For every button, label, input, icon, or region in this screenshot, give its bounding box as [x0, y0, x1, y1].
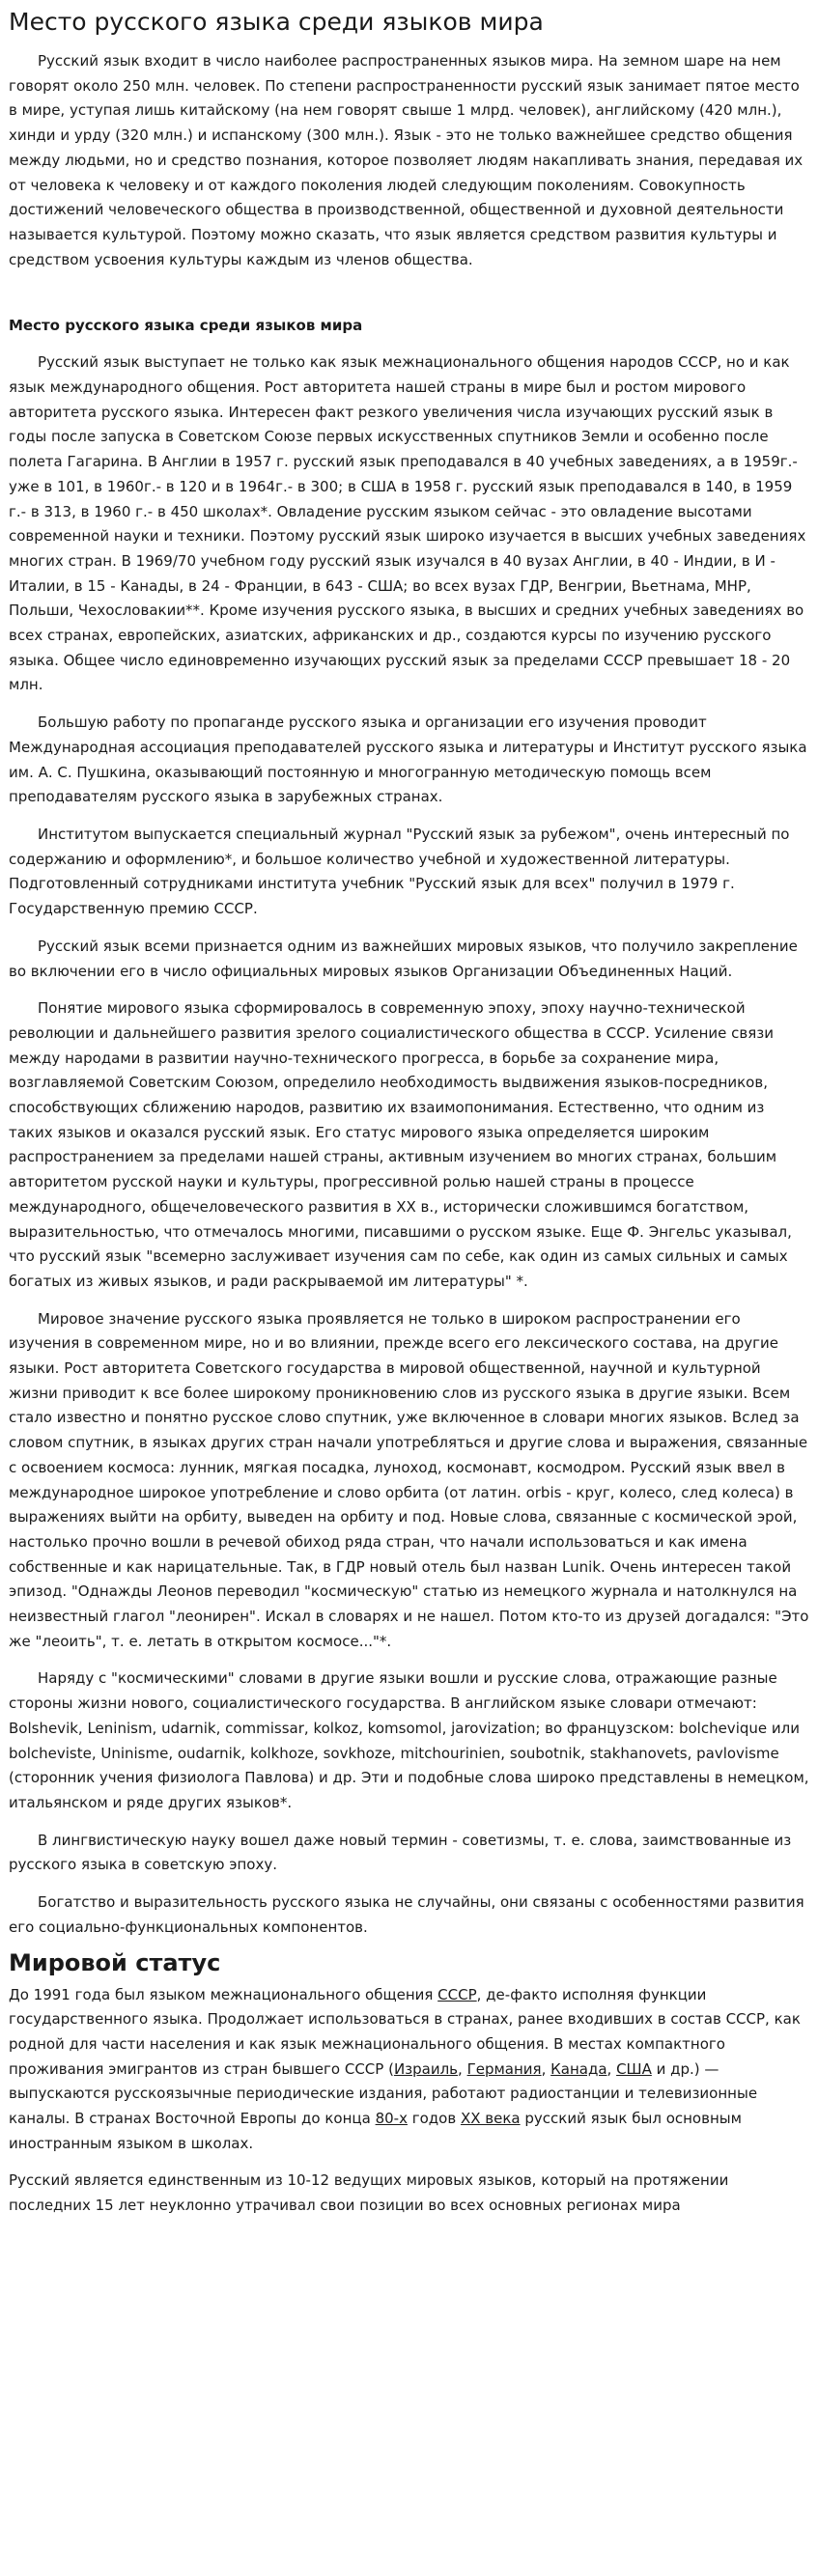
text-run: , — [458, 2059, 467, 2078]
text-run: До 1991 года был языком межнационального общения — [9, 1985, 438, 2003]
link-ussr[interactable]: СССР — [437, 1985, 477, 2003]
link-usa[interactable]: США — [616, 2059, 652, 2078]
world-status-paragraph — [9, 1983, 809, 2157]
link-canada[interactable]: Канада — [550, 2059, 607, 2078]
link-israel[interactable]: Израиль — [393, 2059, 459, 2078]
paragraph: В лингвистическую науку вошел даже новый термин - советизмы, т. е. слова, заимствованные из русского языка в советскую эпоху. — [9, 1831, 792, 1874]
paragraph: Русский язык всеми признается одним из важнейших мировых языков, что получило закрепление во включении его в число официальных мировых языков Организации Объединенных Наций. — [9, 937, 798, 980]
text-run: , — [541, 2059, 551, 2078]
paragraph: Наряду с "космическими" словами в другие языки вошли и русские слова, отражающие разные стороны жизни нового, социалистического государства. В английском языке словари отмечают: Bolshevik, Leninism, udarnik, commissar, kolkoz, komsomol, jarovization; во французском: bolchevique или bolcheviste, Uninisme, oudarnik, kolkhoze, sovkhoze, mitchourinien, soubotnik, stakhanovets, pavlovisme (сторонник учения физиолога Павлова) и др. Эти и подобные слова широко представлены в немецком, итальянском и ряде других языков*. — [9, 1669, 809, 1811]
section-heading: Место русского языка среди языков мира — [9, 317, 363, 335]
text-run: годов — [407, 2110, 461, 2128]
paragraph: Русский язык выступает не только как язык межнационального общения народов СССР, но и как язык международного общения. Рост авторитета нашей страны в мире был и ростом мирового авторитета русского языка. Интересен факт резкого увеличения числа изучающих русский язык в годы после запуска в Советском Союзе первых искусственных спутников Земли и особенно после полета Гагарина. В Англии в 1957 г. русский язык преподавался в 40 учебных заведениях, а в 1959г.- уже в 101, в 1960г.- в 120 и в 1964г.- в 300; в США в 1958 г. русский язык преподавался в 140, в 1959 г.- в 313, в 1960 г.- в 450 школах*. Овладение русским языком сейчас - это овладение высотами современной науки и техники. Поэтому русский язык широко изучается в высших учебных заведениях многих стран. В 1969/70 учебном году русский язык изучался в 40 вузах Англии, в 40 - Индии, в И - Италии, в 15 - Канады, в 24 - Франции, в 643 - США; во всех вузах ГДР, Венгрии, Вьетнама, МНР, Польши, Чехословакии**. Кроме изучения русского языка, в высших и средних учебных заведениях во всех странах, европейских, азиатских, африканских и др., создаются курсы по изучению русского языка. Общее число единовременно изучающих русский язык за пределами СССР превышает 18 - 20 млн. — [9, 353, 806, 694]
page-title: Место русского языка среди языков мира — [9, 8, 544, 36]
paragraph: Мировое значение русского языка проявляется не только в широком распространении его изучения в современном мире, но и во влиянии, прежде всего его лексического состава, на другие языки. Рост авторитета Советского государства в мировой общественной, научной и культурной жизни приводит к все более широкому проникновению слов из русского языка в другие языки. Всем стало известно и понятно русское слово спутник, уже включенное в словари многих языков. Вслед за словом спутник, в языках других стран начали употребляться и другие слова и выражения, связанные с освоением космоса: лунник, мягкая посадка, луноход, космонавт, космодром. Русский язык ввел в международное широкое употребление и слово орбита (от латин. orbis - круг, колесо, след колеса) в выражениях выйти на орбиту, выведен на орбиту и под. Новые слова, связанные с космической эрой, настолько прочно вошли в речевой обиход ряда стран, что начали использоваться и как имена собственные и как нарицательные. Так, в ГДР новый отель был назван Lunik. Очень интересен такой эпизод. "Однажды Леонов переводил "космическую" статью из немецкого журнала и натолкнулся на неизвестный глагол "леонирен". Искал в словарях и не нашел. Потом кто-то из друзей догадался: "Это же "леоить", т. е. летать в открытом космосе..."*. — [9, 1309, 809, 1650]
section-spacer — [9, 285, 809, 314]
text-run: и др.) — выпускаются русскоязычные периодические издания, работают радиостанции и телевизионные каналы. В странах Восточной Европы до конца — [9, 2059, 758, 2128]
text-run: русский язык был основным иностранным языком в школах. — [9, 2110, 742, 2152]
paragraph: Большую работу по пропаганде русского языка и организации его изучения проводит Международная ассоциация преподавателей русского языка и литературы и Институт русского языка им. А. С. Пушкина, оказывающий постоянную и многогранную методическую помощь всем преподавателям русского языка в зарубежных странах. — [9, 714, 807, 806]
paragraph: Институтом выпускается специальный журнал "Русский язык за рубежом", очень интересный по содержанию и оформлению*, и большое количество учебной и художественной литературы. Подготовленный сотрудниками института учебник "Русский язык для всех" получил в 1979 г. Государственную премию СССР. — [9, 825, 790, 918]
world-status-paragraph-2: Русский является единственным из 10-12 ведущих мировых языков, который на протяжении последних 15 лет неуклонно утрачивал свои позиции во всех основных регионах мира — [9, 2171, 729, 2215]
intro-paragraph: Русский язык входит в число наиболее распространенных языков мира. На земном шаре на нем говорят около 250 млн. человек. По степени распространенности русский язык занимает пятое место в мире, уступая лишь китайскому (на нем говорят свыше 1 млрд. человек), английскому (420 млн.), хинди и урду (320 млн.) и испанскому (300 млн.). Язык - это не только важнейшее средство общения между людьми, но и средство познания, которое позволяет людям накапливать знания, передавая их от человека к человеку и от каждого поколения людей следующим поколениям. Совокупность достижений человеческого общества в производственной, общественной и духовной деятельности называется культурой. Поэтому можно сказать, что язык является средством развития культуры и средством усвоения культуры каждым из членов общества. — [9, 52, 804, 268]
link-20th-century[interactable]: XX века — [460, 2110, 521, 2128]
link-germany[interactable]: Германия — [466, 2059, 542, 2078]
text-run: , де-факто исполняя функции государственного языка. Продолжает использоваться в странах, ранее входивших в состав СССР, как родной для части населения и как язык межнационального общения. В местах компактного проживания эмигрантов из стран бывшего СССР ( — [9, 1985, 801, 2078]
paragraph: Понятие мирового языка сформировалось в современную эпоху, эпоху научно-технической революции и дальнейшего развития зрелого социалистического общества в СССР. Усиление связи между народами в развитии научно-технического прогресса, в борьбе за сохранение мира, возглавляемой Советским Союзом, определило необходимость выдвижения языков-посредников, способствующих сближению народов, развитию их взаимопонимания. Естественно, что одним из таких языков и оказался русский язык. Его статус мирового языка определяется широким распространением за пределами нашей страны, активным изучением во многих странах, большим авторитетом русской науки и культуры, прогрессивной ролью нашей страны в процессе международного, общечеловеческого развития в XX в., исторически сложившимся богатством, выразительностью, что отмечалось многими, писавшими о русском языке. Еще Ф. Энгельс указывал, что русский язык "всемерно заслуживает изучения сам по себе, как один из самых сильных и самых богатых из живых языков, и ради раскрываемой им литературы" *. — [9, 999, 792, 1290]
paragraph: Богатство и выразительность русского языка не случайны, они связаны с особенностями развития его социально-функциональных компонентов. — [9, 1893, 804, 1936]
text-run: , — [606, 2059, 617, 2078]
world-status-heading: Мировой статус — [9, 1948, 221, 1976]
link-80s[interactable]: 80-х — [375, 2110, 408, 2128]
